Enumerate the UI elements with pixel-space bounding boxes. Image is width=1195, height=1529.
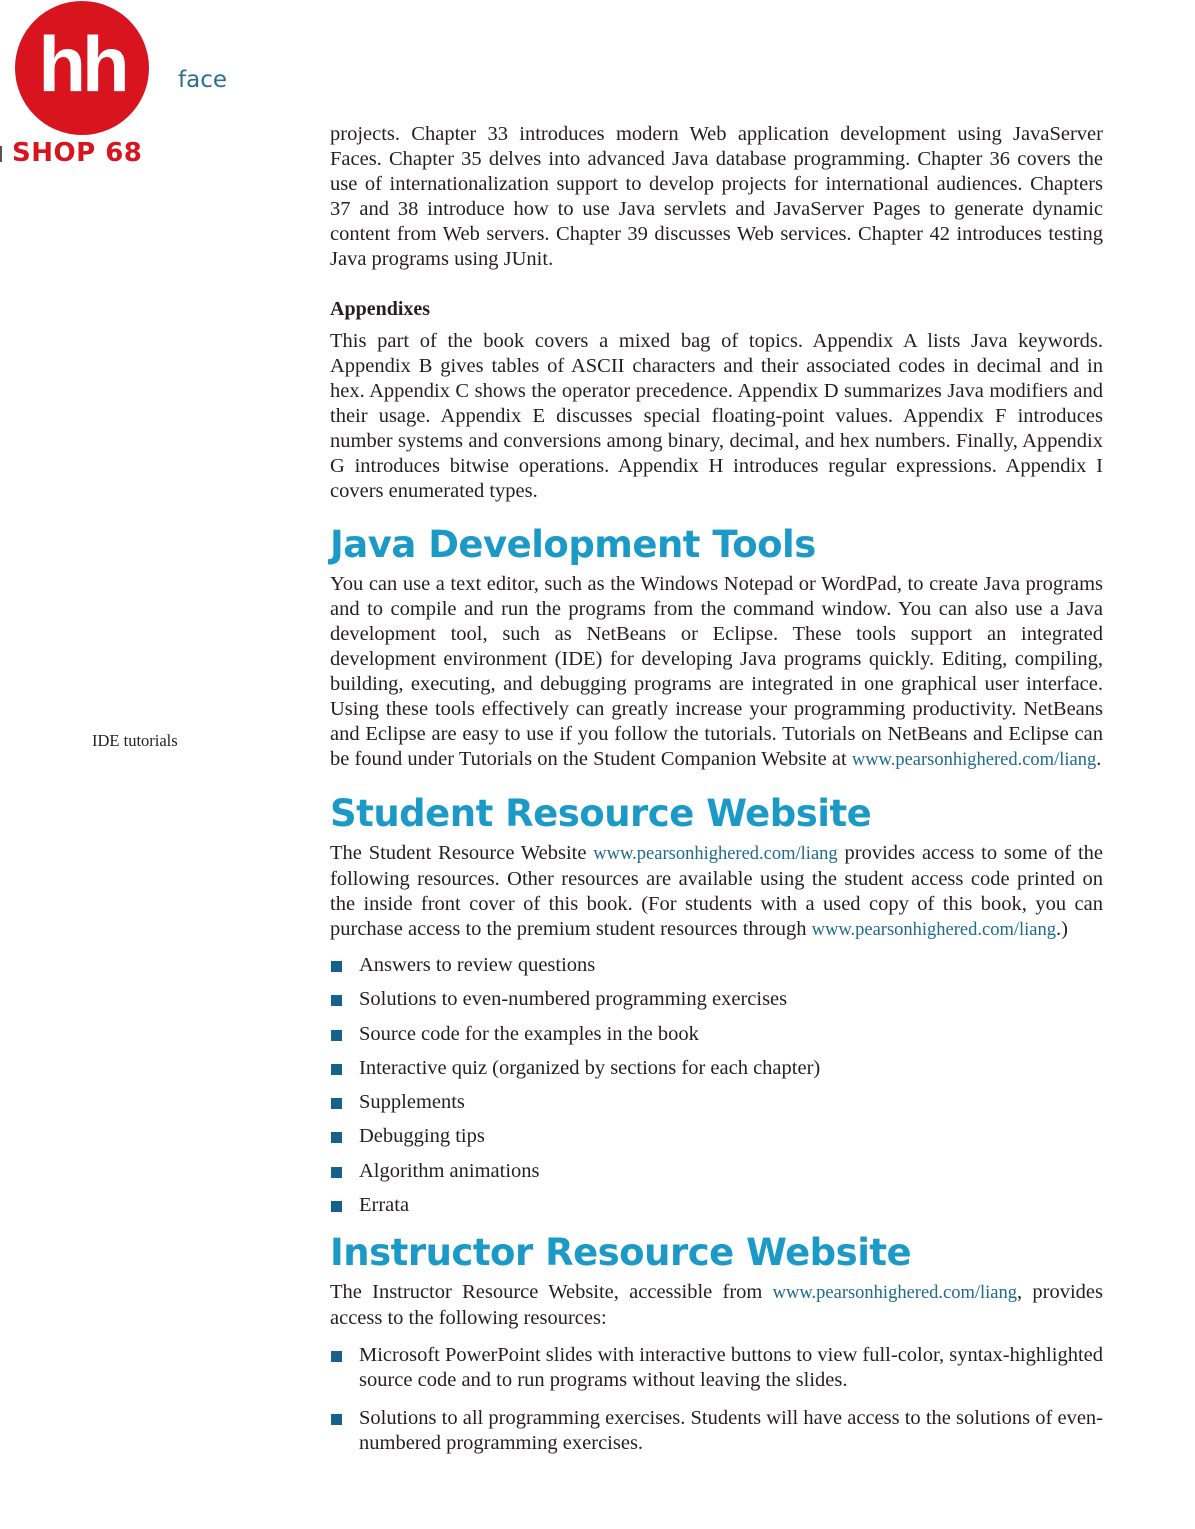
list-item xyxy=(330,953,1103,978)
page-content xyxy=(330,122,1103,1469)
java-tools-text-end: . xyxy=(1096,748,1102,770)
list-item xyxy=(330,1159,1103,1184)
instructor-resources-list xyxy=(330,1343,1103,1456)
java-tools-heading: Java Development Tools xyxy=(330,523,816,566)
square-bullet-icon xyxy=(331,1132,342,1143)
list-item-text: Errata xyxy=(359,1194,410,1217)
list-item xyxy=(330,1124,1103,1149)
list-item xyxy=(330,987,1103,1012)
list-item-text: Source code for the examples in the book xyxy=(359,1022,699,1045)
logo-monogram: hh xyxy=(38,20,126,108)
student-site-text-3: .) xyxy=(1055,918,1068,940)
logo-shop-label: SHOP 68 xyxy=(12,138,143,168)
list-item xyxy=(330,1406,1103,1456)
student-site-text-1: The Student Resource Website xyxy=(330,842,594,864)
list-item-text: Solutions to even-numbered programming exercises xyxy=(359,988,788,1011)
hh-logo xyxy=(15,1,149,135)
square-bullet-icon xyxy=(331,1414,342,1425)
square-bullet-icon xyxy=(331,1201,342,1212)
square-bullet-icon xyxy=(331,1064,342,1075)
intro-paragraph: projects. Chapter 33 introduces modern Web application development using JavaServer Faces. Chapter 35 delves into advanced Java database programming. Chapter 36 covers the use of internationalization support to develop projects for international audiences. Chapters 37 and 38 introduce how to use Java servlets and JavaServer Pages to generate dynamic content from Web servers. Chapter 39 discusses Web services. Chapter 42 introduces testing Java programs using JUnit. xyxy=(330,123,1103,270)
student-resources-list xyxy=(330,953,1103,1218)
list-item xyxy=(330,1056,1103,1081)
logo-edge-mark xyxy=(0,146,6,162)
student-site-heading: Student Resource Website xyxy=(330,792,872,835)
java-tools-text: You can use a text editor, such as the Windows Notepad or WordPad, to create Java programs and to compile and run the programs from the command window. You can also use a Java development tool, such as NetBeans or Eclipse. These tools support an integrated development environment (IDE) for developing Java programs quickly. Editing, compiling, building, executing, and debugging programs are integrated in one graphical user interface. Using these tools effectively can greatly increase your programming productivity. NetBeans and Eclipse are easy to use if you follow the tutorials. Tutorials on NetBeans and Eclipse can be found under Tutorials on the Student Companion Website at xyxy=(330,573,1103,770)
student-site-link-2[interactable]: www.pearsonhighered.com/liang xyxy=(811,920,1056,940)
list-item-text: Solutions to all programming exercises. Students will have access to the solutions of even-numbered programming exercises. xyxy=(359,1407,1103,1455)
appendixes-subheading: Appendixes xyxy=(330,298,431,320)
list-item-text: Microsoft PowerPoint slides with interactive buttons to view full-color, syntax-highlighted source code and to run programs without leaving the slides. xyxy=(359,1344,1103,1392)
list-item xyxy=(330,1343,1103,1393)
square-bullet-icon xyxy=(331,995,342,1006)
instructor-site-heading: Instructor Resource Website xyxy=(330,1231,912,1275)
list-item-text: Answers to review questions xyxy=(359,954,596,976)
list-item xyxy=(330,1090,1103,1115)
student-site-text-2: provides access to some of the following resources. Other resources are available using the student access code printed on the inside front cover of this book. (For students with a used copy of this book, you can purchase access to the premium student resources through xyxy=(330,842,1103,940)
student-site-paragraph xyxy=(330,841,1103,943)
running-head: face xyxy=(178,67,227,93)
appendixes-paragraph: This part of the book covers a mixed bag of topics. Appendix A lists Java keywords. Appendix B gives tables of ASCII characters and their associated codes in decimal and in hex. Appendix C shows the operator precedence. Appendix D summarizes Java modifiers and their usage. Appendix E discusses special floating-point values. Appendix F introduces number systems and conversions among binary, decimal, and hex numbers. Finally, Appendix G introduces bitwise operations. Appendix H introduces regular expressions. Appendix I covers enumerated types. xyxy=(330,330,1103,502)
instructor-site-text-2: , provides access to the following resources: xyxy=(330,1281,1104,1330)
companion-website-link[interactable]: www.pearsonhighered.com/liang xyxy=(851,750,1097,770)
square-bullet-icon xyxy=(331,1098,342,1109)
list-item-text: Algorithm animations xyxy=(359,1159,540,1182)
margin-note-ide-tutorials: IDE tutorials xyxy=(92,731,178,750)
list-item xyxy=(330,1193,1103,1218)
list-item-text: Supplements xyxy=(359,1091,465,1114)
square-bullet-icon xyxy=(331,1351,342,1362)
instructor-site-paragraph xyxy=(330,1280,1103,1331)
list-item-text: Interactive quiz (organized by sections for each chapter) xyxy=(359,1056,821,1079)
square-bullet-icon xyxy=(331,1030,342,1041)
list-item-text: Debugging tips xyxy=(359,1125,485,1148)
instructor-site-text-1: The Instructor Resource Website, accessible from xyxy=(330,1281,773,1304)
java-tools-paragraph xyxy=(330,572,1103,773)
list-item xyxy=(330,1022,1103,1047)
square-bullet-icon xyxy=(331,961,342,972)
instructor-site-link[interactable]: www.pearsonhighered.com/liang xyxy=(772,1283,1018,1304)
student-site-link-1[interactable]: www.pearsonhighered.com/liang xyxy=(593,844,838,864)
square-bullet-icon xyxy=(331,1167,342,1178)
